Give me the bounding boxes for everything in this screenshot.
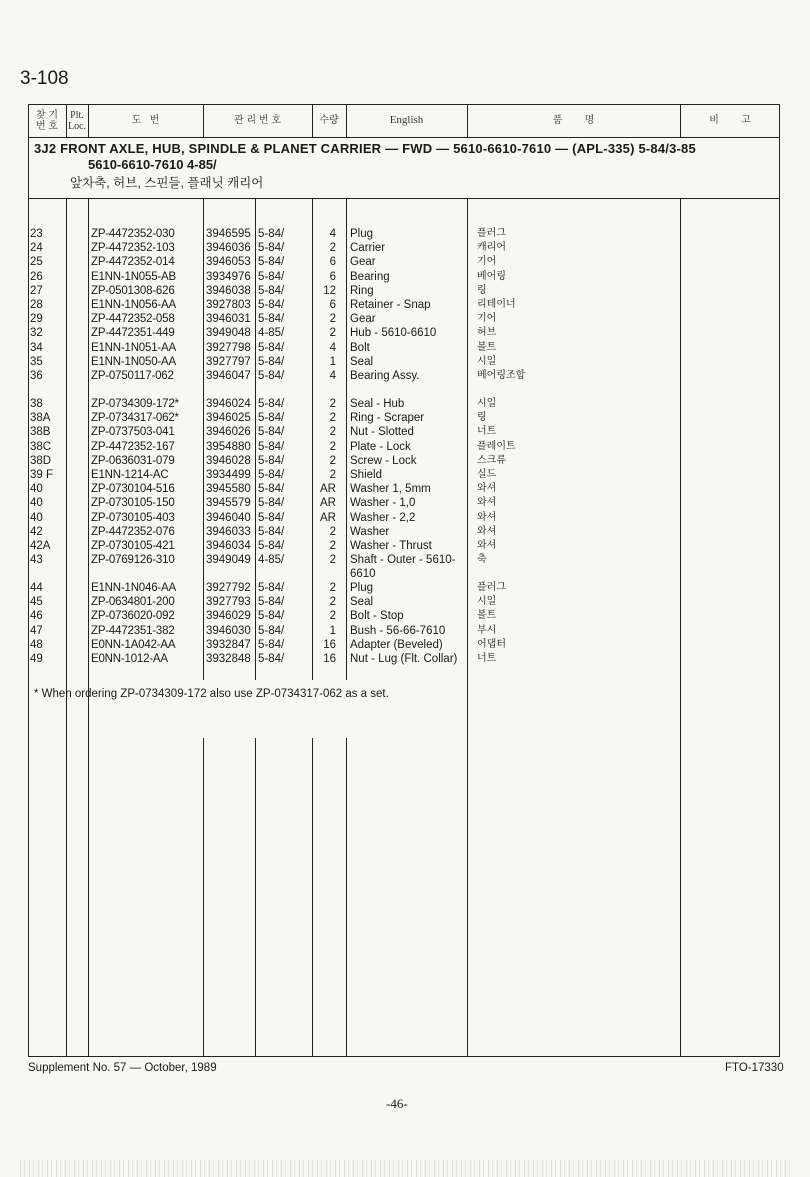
effective-date: 5-84/ [258,426,285,439]
korean-name: 와셔 [477,525,497,537]
table-row [0,581,810,595]
col-sep [312,738,313,1057]
management-number: 3945579 [206,497,251,510]
management-number: 3934499 [206,469,251,481]
quantity: 2 [329,454,336,467]
find-number: 27 [30,284,43,297]
english-description: Washer - 2,2 [350,511,416,524]
effective-date: 5-84/ [258,299,285,311]
col-sep [346,738,347,1057]
management-number: 3946031 [206,313,251,326]
effective-date: 5-84/ [258,412,285,425]
korean-name: 기어 [477,313,497,325]
quantity: 2 [329,610,336,623]
part-number: ZP-4472352-030 [91,228,175,240]
korean-name: 와셔 [477,540,497,551]
find-number: 26 [30,270,43,283]
find-number: 40 [30,511,43,524]
english-description: Washer 1, 5mm [350,483,431,496]
english-description: Washer - 1,0 [350,497,416,510]
management-number: 3946595 [206,228,251,240]
header-drawing-number: 도 번 [131,115,160,126]
find-number: 40 [30,497,43,510]
page-reference: 3-108 [20,68,69,89]
effective-date: 5-84/ [258,228,285,240]
english-description: Bush - 56-66-7610 [350,624,446,637]
table-row [0,397,810,411]
part-number: E1NN-1N050-AA [91,355,176,368]
header-english: English [389,114,424,126]
korean-name: 허브 [477,327,497,339]
table-row [0,595,810,609]
table-row [0,312,810,326]
effective-date: 5-84/ [258,483,285,496]
find-number: 40 [30,483,43,496]
table-row [0,454,810,468]
quantity: 6 [329,270,336,283]
quantity: 2 [329,313,336,326]
english-description: Shield [350,469,382,481]
effective-date: 5-84/ [258,624,285,637]
quantity: AR [320,483,336,496]
effective-date: 5-84/ [258,610,285,623]
part-number: ZP-0730105-150 [91,497,175,510]
part-number: ZP-4472352-058 [91,313,175,326]
table-row [0,326,810,340]
table-row [0,638,810,652]
header-rule [28,137,780,138]
table-row [0,553,810,567]
table-row [0,496,810,510]
korean-name: 너트 [477,653,497,664]
english-description: Plate - Lock [350,440,411,453]
english-description: Nut - Lug (Flt. Collar) [350,653,458,665]
quantity: 4 [329,370,336,382]
table-row [0,525,810,539]
part-number: ZP-0737503-041 [91,426,175,439]
quantity: AR [320,511,336,524]
find-number: 28 [30,299,43,311]
part-number: ZP-0730104-516 [91,483,175,496]
management-number: 3927792 [206,582,251,594]
effective-date: 5-84/ [258,469,285,481]
korean-name: 축 [477,554,487,566]
korean-name: 부시 [477,624,497,636]
find-number: 36 [30,370,43,382]
quantity: 6 [329,299,336,311]
table-row [0,482,810,496]
english-description: Washer [350,525,390,538]
english-description: Shaft - Outer - 5610- [350,554,456,567]
header-remarks: 비 고 [709,115,751,126]
effective-date: 5-84/ [258,440,285,453]
section-title: 3J2 FRONT AXLE, HUB, SPINDLE & PLANET CARRIER — FWD — 5610-6610-7610 — (APL-335) 5-84/3-85 [34,141,696,156]
quantity: 2 [329,525,336,538]
korean-name: 캐리어 [477,242,506,254]
english-description: Seal [350,355,374,368]
part-number: ZP-4472352-167 [91,440,175,453]
management-number: 3932847 [206,638,251,651]
korean-name: 실드 [477,469,497,480]
quantity: 2 [329,582,336,594]
management-number: 3934976 [206,270,251,283]
quantity: 2 [329,596,336,609]
document-code: FTO-17330 [725,1062,784,1074]
korean-name: 플레이트 [477,440,516,452]
quantity: 4 [329,228,336,240]
english-description: Carrier [350,242,386,255]
quantity: 1 [329,624,336,637]
english-description: Seal [350,596,374,609]
quantity: 2 [329,412,336,425]
management-number: 3927798 [206,341,251,354]
management-number: 3946034 [206,540,251,552]
table-row [0,652,810,666]
effective-date: 5-84/ [258,525,285,538]
quantity: 1 [329,355,336,368]
part-number: ZP-0634801-200 [91,596,175,609]
korean-name: 베어링조합 [477,370,526,381]
table-row [0,255,810,269]
korean-name: 링 [477,284,487,296]
english-description: 6610 [350,568,376,581]
english-description: Plug [350,582,374,594]
management-number: 3927793 [206,596,251,609]
find-number: 34 [30,341,43,354]
management-number: 3927797 [206,355,251,368]
management-number: 3946053 [206,256,251,269]
english-description: Bearing [350,270,390,283]
find-number: 38B [30,426,51,439]
find-number: 38 [30,398,43,410]
part-number: ZP-4472351-382 [91,624,175,637]
english-description: Ring - Scraper [350,412,425,425]
supplement-info: Supplement No. 57 — October, 1989 [28,1062,217,1074]
management-number: 3927803 [206,299,251,311]
effective-date: 5-84/ [258,454,285,467]
korean-name: 어댑터 [477,638,506,650]
english-description: Gear [350,256,376,269]
find-number: 44 [30,582,43,594]
table-row [0,609,810,623]
section-subtitle: 5610-6610-7610 4-85/ [88,157,217,172]
korean-name: 링 [477,412,487,424]
part-number: ZP-0730105-403 [91,511,175,524]
english-description: Screw - Lock [350,454,417,467]
quantity: 2 [329,469,336,481]
korean-name: 플러그 [477,582,506,593]
table-row [0,411,810,425]
scan-artifact [20,1160,790,1177]
korean-name: 리테이너 [477,299,516,310]
effective-date: 5-84/ [258,497,285,510]
part-number: ZP-4472351-449 [91,327,175,340]
effective-date: 5-84/ [258,653,285,665]
part-number: ZP-0734309-172* [91,398,179,410]
effective-date: 5-84/ [258,596,285,609]
find-number: 48 [30,638,43,651]
part-number: ZP-0730105-421 [91,540,175,552]
management-number: 3946030 [206,624,251,637]
table-row [0,369,810,383]
english-description: Hub - 5610-6610 [350,327,437,340]
management-number: 3945580 [206,483,251,496]
col-sep [255,738,256,1057]
management-number: 3946047 [206,370,251,382]
table-row [0,624,810,638]
korean-name: 와셔 [477,497,497,509]
part-number: ZP-4472352-076 [91,525,175,538]
english-description: Gear [350,313,376,326]
management-number: 3946025 [206,412,251,425]
management-number: 3949049 [206,554,251,567]
english-description: Washer - Thrust [350,540,432,552]
management-number: 3946038 [206,284,251,297]
management-number: 3946028 [206,454,251,467]
find-number: 49 [30,653,43,665]
part-number: E1NN-1N046-AA [91,582,176,594]
part-number: ZP-0736020-092 [91,610,175,623]
korean-name: 기어 [477,256,497,268]
part-number: ZP-0636031-079 [91,454,175,467]
find-number: 39 F [30,469,54,481]
effective-date: 5-84/ [258,284,285,297]
table-row [0,440,810,454]
table-row [0,284,810,298]
effective-date: 5-84/ [258,270,285,283]
find-number: 45 [30,596,43,609]
quantity: 2 [329,426,336,439]
table-row [0,567,810,581]
part-number: E1NN-1214-AC [91,469,169,481]
korean-name: 플러그 [477,228,506,239]
part-number: ZP-4472352-103 [91,242,175,255]
find-number: 38C [30,440,52,453]
table-row [0,468,810,482]
effective-date: 4-85/ [258,327,285,340]
header-find-number: 찾 기 번 호 [35,109,59,132]
find-number: 38A [30,412,51,425]
header-quantity: 수량 [319,115,339,126]
effective-date: 5-84/ [258,341,285,354]
english-description: Nut - Slotted [350,426,414,439]
management-number: 3946033 [206,525,251,538]
find-number: 24 [30,242,43,255]
table-row [0,270,810,284]
korean-name: 베어링 [477,270,506,282]
find-number: 38D [30,454,52,467]
table-row [0,227,810,241]
korean-name: 시일 [477,398,497,409]
quantity: 2 [329,554,336,567]
find-number: 46 [30,610,43,623]
english-description: Bolt [350,341,370,354]
table-row [0,241,810,255]
part-number: ZP-0734317-062* [91,412,179,425]
header-korean-name: 품 명 [552,115,595,126]
table-row [0,425,810,439]
header-management-number: 관 리 번 호 [234,115,281,126]
quantity: 16 [323,638,336,651]
find-number: 42A [30,540,51,552]
quantity: 6 [329,256,336,269]
english-description: Adapter (Beveled) [350,638,443,651]
korean-name: 스크류 [477,454,506,466]
ordering-note: * When ordering ZP-0734309-172 also use ZP-0734317-062 as a set. [34,688,389,700]
quantity: 2 [329,327,336,340]
effective-date: 5-84/ [258,511,285,524]
korean-name: 볼트 [477,610,497,622]
table-row [0,539,810,553]
korean-name: 와셔 [477,483,497,495]
korean-name: 너트 [477,426,497,438]
effective-date: 5-84/ [258,582,285,594]
quantity: 2 [329,242,336,255]
find-number: 29 [30,313,43,326]
part-number: ZP-4472352-014 [91,256,175,269]
quantity: 2 [329,540,336,552]
korean-name: 시일 [477,355,497,367]
korean-name: 볼트 [477,341,497,353]
col-sep [203,738,204,1057]
table-row [0,511,810,525]
quantity: 4 [329,341,336,354]
effective-date: 5-84/ [258,370,285,382]
management-number: 3949048 [206,327,251,340]
table-row [0,341,810,355]
part-number: E0NN-1012-AA [91,653,168,665]
management-number: 3946040 [206,511,251,524]
effective-date: 5-84/ [258,313,285,326]
part-number: E1NN-1N056-AA [91,299,176,311]
english-description: Bearing Assy. [350,370,420,382]
effective-date: 5-84/ [258,256,285,269]
effective-date: 5-84/ [258,638,285,651]
quantity: 12 [323,284,336,297]
part-number: ZP-0501308-626 [91,284,175,297]
page-number: -46- [386,1096,408,1111]
quantity: AR [320,497,336,510]
management-number: 3946029 [206,610,251,623]
korean-name: 와셔 [477,511,497,523]
table-row [0,355,810,369]
part-number: E1NN-1N051-AA [91,341,176,354]
management-number: 3946026 [206,426,251,439]
effective-date: 5-84/ [258,398,285,410]
find-number: 23 [30,228,43,240]
find-number: 43 [30,554,43,567]
effective-date: 5-84/ [258,540,285,552]
management-number: 3946024 [206,398,251,410]
english-description: Seal - Hub [350,398,405,410]
find-number: 47 [30,624,43,637]
table-row [0,298,810,312]
section-korean-title: 앞차축, 허브, 스핀들, 플래닛 캐리어 [70,176,264,190]
quantity: 16 [323,653,336,665]
management-number: 3932848 [206,653,251,665]
quantity: 2 [329,440,336,453]
management-number: 3946036 [206,242,251,255]
part-number: E1NN-1N055-AB [91,270,176,283]
find-number: 35 [30,355,43,368]
korean-name: 시일 [477,596,497,608]
effective-date: 5-84/ [258,242,285,255]
english-description: Ring [350,284,374,297]
quantity: 2 [329,398,336,410]
english-description: Retainer - Snap [350,299,431,311]
english-description: Plug [350,228,374,240]
english-description: Bolt - Stop [350,610,404,623]
effective-date: 4-85/ [258,554,285,567]
part-number: ZP-0769126-310 [91,554,175,567]
find-number: 32 [30,327,43,340]
effective-date: 5-84/ [258,355,285,368]
section-rule [28,198,780,199]
management-number: 3954880 [206,440,251,453]
find-number: 25 [30,256,43,269]
find-number: 42 [30,525,43,538]
part-number: E0NN-1A042-AA [91,638,176,651]
part-number: ZP-0750117-062 [91,370,174,382]
header-plant-location: Plt. Loc. [67,109,87,132]
